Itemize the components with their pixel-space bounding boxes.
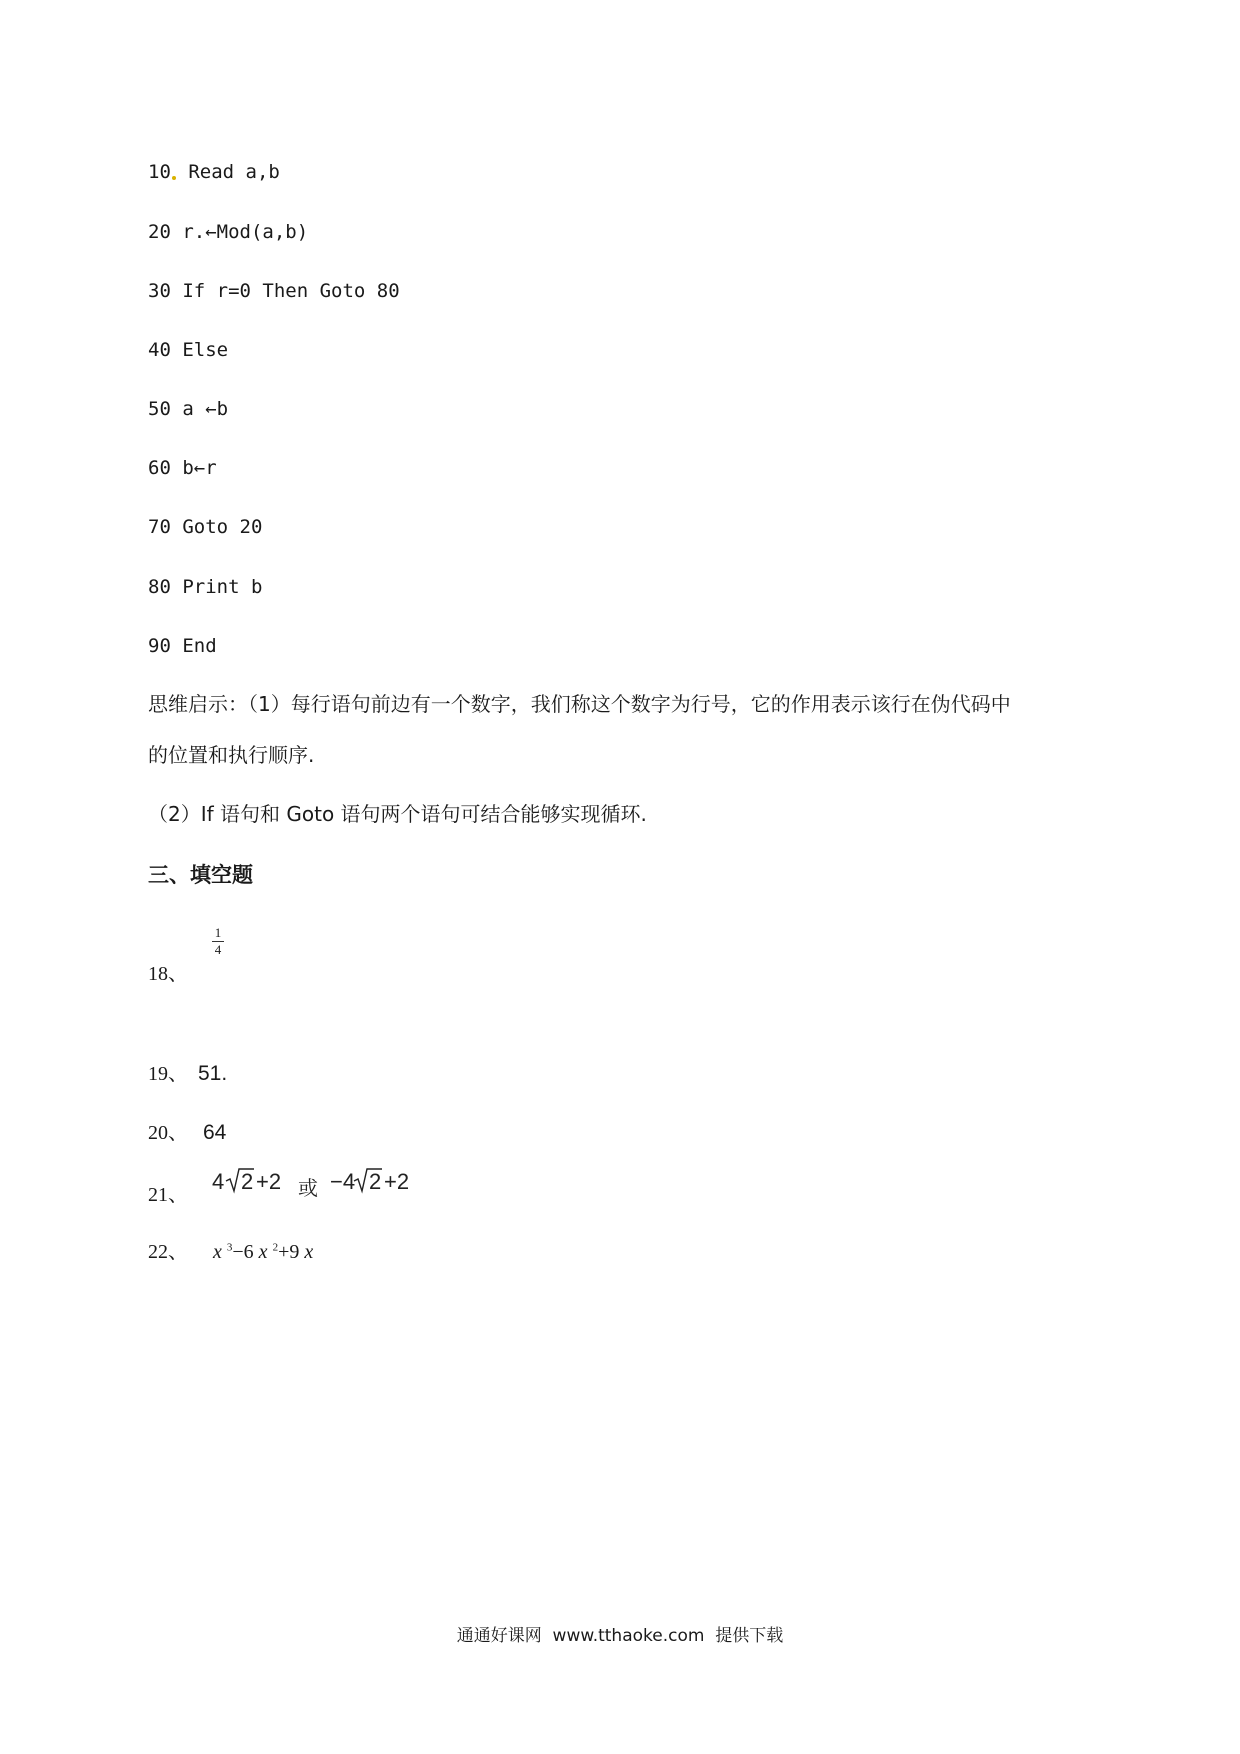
code-line	[148, 220, 308, 244]
radicand-2: 2	[369, 1169, 382, 1194]
page-footer: 通通好课网 www.tthaoke.com 提供下载	[456, 1626, 784, 1646]
term-plus9: +9	[278, 1241, 300, 1263]
radicand-1: 2	[241, 1169, 254, 1194]
answer-21-expression	[210, 1165, 440, 1205]
code-line	[148, 515, 262, 539]
answer-label: 19、	[148, 1063, 188, 1085]
hint-line-2: 的位置和执行顺序.	[148, 743, 315, 767]
tail-2: +2	[384, 1169, 410, 1194]
code-text: Else	[170, 339, 229, 361]
line-number: 20	[148, 221, 171, 243]
fraction-denominator: 4	[214, 942, 222, 957]
coef-1: 4	[212, 1169, 225, 1194]
exponent-3: 3	[226, 1241, 233, 1254]
line-number: 50	[148, 398, 171, 420]
code-text: End	[170, 635, 217, 657]
fraction-numerator: 1	[214, 925, 222, 940]
tail-1: +2	[256, 1169, 282, 1194]
code-text: If r=0 Then Goto 80	[170, 280, 400, 302]
code-line	[148, 456, 217, 480]
line-number: 40	[148, 339, 171, 361]
line-number: 90	[148, 635, 171, 657]
code-line	[148, 338, 228, 362]
section-title: 三、填空题	[148, 863, 253, 887]
code-text: r.←Mod(a,b)	[170, 221, 309, 243]
var-x: x	[258, 1241, 268, 1263]
marker-dot	[172, 176, 176, 180]
line-number: 10	[148, 161, 171, 183]
answer-label: 20、	[148, 1122, 188, 1144]
line-number: 70	[148, 516, 171, 538]
code-line	[148, 575, 262, 599]
hint-line-3: （2）If 语句和 Goto 语句两个语句可结合能够实现循环.	[148, 802, 647, 826]
answer-18-label: 18、	[148, 963, 188, 985]
var-x: x	[304, 1241, 314, 1263]
answer-20	[148, 1116, 226, 1145]
answer-22	[148, 1235, 313, 1264]
code-text: a ←b	[170, 398, 229, 420]
line-number: 30	[148, 280, 171, 302]
or-word: 或	[298, 1176, 318, 1200]
code-text: Read a,b	[176, 161, 280, 183]
answer-18-fraction	[212, 926, 224, 957]
code-line	[148, 279, 400, 303]
code-line	[148, 160, 280, 184]
code-line	[148, 634, 217, 658]
hint-line-1: 思维启示：（1）每行语句前边有一个数字，我们称这个数字为行号，它的作用表示该行在伪代码中	[148, 692, 1011, 716]
code-line	[148, 397, 228, 421]
answer-19	[148, 1057, 227, 1086]
code-text: Print b	[170, 576, 263, 598]
line-number: 60	[148, 457, 171, 479]
line-number: 80	[148, 576, 171, 598]
answer-label: 22、	[148, 1241, 188, 1263]
answer-value: 51.	[198, 1062, 228, 1085]
code-text: b←r	[170, 457, 217, 479]
answer-value: 64	[203, 1121, 227, 1144]
exponent-2: 2	[272, 1241, 279, 1254]
var-x: x	[213, 1241, 222, 1263]
answer-21-label: 21、	[148, 1184, 188, 1206]
coef-2: −4	[330, 1169, 356, 1194]
term-minus6: −6	[232, 1241, 254, 1263]
code-text: Goto 20	[170, 516, 263, 538]
